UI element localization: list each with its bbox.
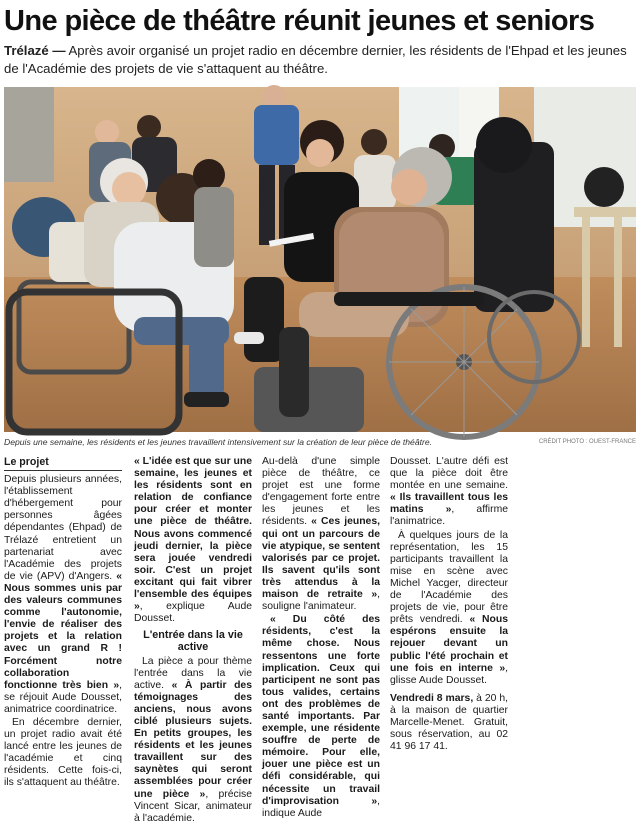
- practical-info: [390, 693, 508, 753]
- paragraph: En décembre dernier, un projet radio avait été lancé entre les jeunes de l'académie et cinq résidents. Cette fois-ci, ils s'attaquent au théâtre.: [4, 716, 122, 789]
- quote: « Nous espérons ensuite la rejouer devant un public l'été prochain et une fois en interne »: [390, 614, 508, 674]
- text-run: , se réjouit Aude Dousset, animatrice coordinatrice.: [4, 679, 122, 715]
- info-date: Vendredi 8 mars,: [390, 692, 474, 704]
- section-heading: Le projet: [4, 456, 122, 471]
- column-3: [262, 456, 380, 821]
- quote: « Ils travaillent tous les matins »: [390, 492, 508, 516]
- paragraph: [262, 456, 380, 613]
- photo-illustration: [4, 87, 636, 432]
- headline: Une pièce de théâtre réunit jeunes et seniors: [4, 5, 595, 37]
- text-run: Au-delà d'une simple pièce de théâtre, ce projet est une forme d'engagement forte entre les jeunes et les résidents.: [262, 456, 380, 528]
- quote: « L'idée est que sur une semaine, les jeunes et les résidents sont en relation de confiance pour créer et monter une pièce de théâtre. Nous avons commencé jeudi dernier, la pièce sera jouée vendredi soir. C'est un projet excitant qui fait vibrer l'ensemble des équipes »: [134, 456, 252, 613]
- lead-place: Trélazé —: [4, 43, 66, 58]
- lead-paragraph: [4, 42, 638, 78]
- text-run: , indique Aude: [262, 795, 380, 819]
- text-run: Dousset. L'autre défi est que la pièce doit être montée en une semaine.: [390, 456, 508, 492]
- text-run: À quelques jours de la représentation, les 15 participants travaillent la mise en scène avec Michel Yacger, directeur de l'Académie des projets de vie, pour être prêts vendredi.: [390, 529, 508, 626]
- article-body: [4, 456, 638, 824]
- text-run: , explique Aude Dousset.: [134, 601, 252, 625]
- article-photo: [4, 87, 636, 432]
- text-run: , affirme l'animatrice.: [390, 504, 508, 528]
- subheading: L'entrée dans la vie active: [143, 629, 243, 654]
- paragraph: [134, 456, 252, 625]
- photo-caption: Depuis une semaine, les résidents et les jeunes travaillent intensivement sur la création de leur pièce de théâtre.: [4, 437, 433, 447]
- column-4: [390, 456, 508, 754]
- column-2: [134, 456, 252, 826]
- text-run: , souligne l'animateur.: [262, 589, 380, 613]
- column-1: [4, 456, 122, 791]
- text-run: , glisse Aude Dousset.: [390, 662, 508, 686]
- text-run: , précise Vincent Sicar, animateur à l'académie.: [134, 788, 252, 824]
- paragraph: [134, 656, 252, 825]
- info-text: à 20 h, à la maison de quartier Marcelle-Menet. Gratuit, sous réservation, au 02 41 96 17 41.: [390, 692, 508, 753]
- paragraph: [390, 456, 508, 529]
- lead-text: Après avoir organisé un projet radio en décembre dernier, les résidents de l'Ehpad et les jeunes de l'Académie des projets de vie s'attaquent au théâtre.: [4, 43, 627, 76]
- quote: « Ces jeunes, qui ont un parcours de vie atypique, se sentent valorisés par ce projet. Ils savent qu'ils sont très attendus à la maison de retraite »: [262, 516, 381, 601]
- paragraph: [390, 530, 508, 687]
- text-run: La pièce a pour thème l'entrée dans la vie active.: [134, 655, 252, 691]
- photo-credit: CRÉDIT PHOTO : OUEST-FRANCE: [538, 439, 636, 445]
- paragraph: [262, 614, 380, 820]
- quote: « À partir des témoignages des anciens, nous avons ciblé plusieurs sujets. En petits groupes, les résidents et les jeunes travaillent sur des saynètes qui seront assemblées pour créer une pièce »: [134, 679, 252, 800]
- text-run: Depuis plusieurs années, l'établissement d'hébergement pour personnes âgées dépendantes (Ehpad) de Trélazé entretient un partenariat avec l'Académie des projets de vie (APV) d'Angers.: [4, 474, 122, 582]
- quote: « Du côté des résidents, c'est la même chose. Nous ressentons une forte implication. Ceux qui participent ne sont pas tous valides, certains ont des problèmes de santé importants. Par exemple, une résidente souffre de perte de mémoire. Pour elle, jouer une pièce est un défi considérable, qui nécessite un travail d'improvisation »: [262, 614, 380, 807]
- quote: « Nous sommes unis par des valeurs communes comme l'autonomie, l'envie de réaliser des projets et la relation avec un grand R ! Forcément notre collaboration fonctionne très bien »: [4, 570, 122, 691]
- paragraph: [4, 474, 122, 716]
